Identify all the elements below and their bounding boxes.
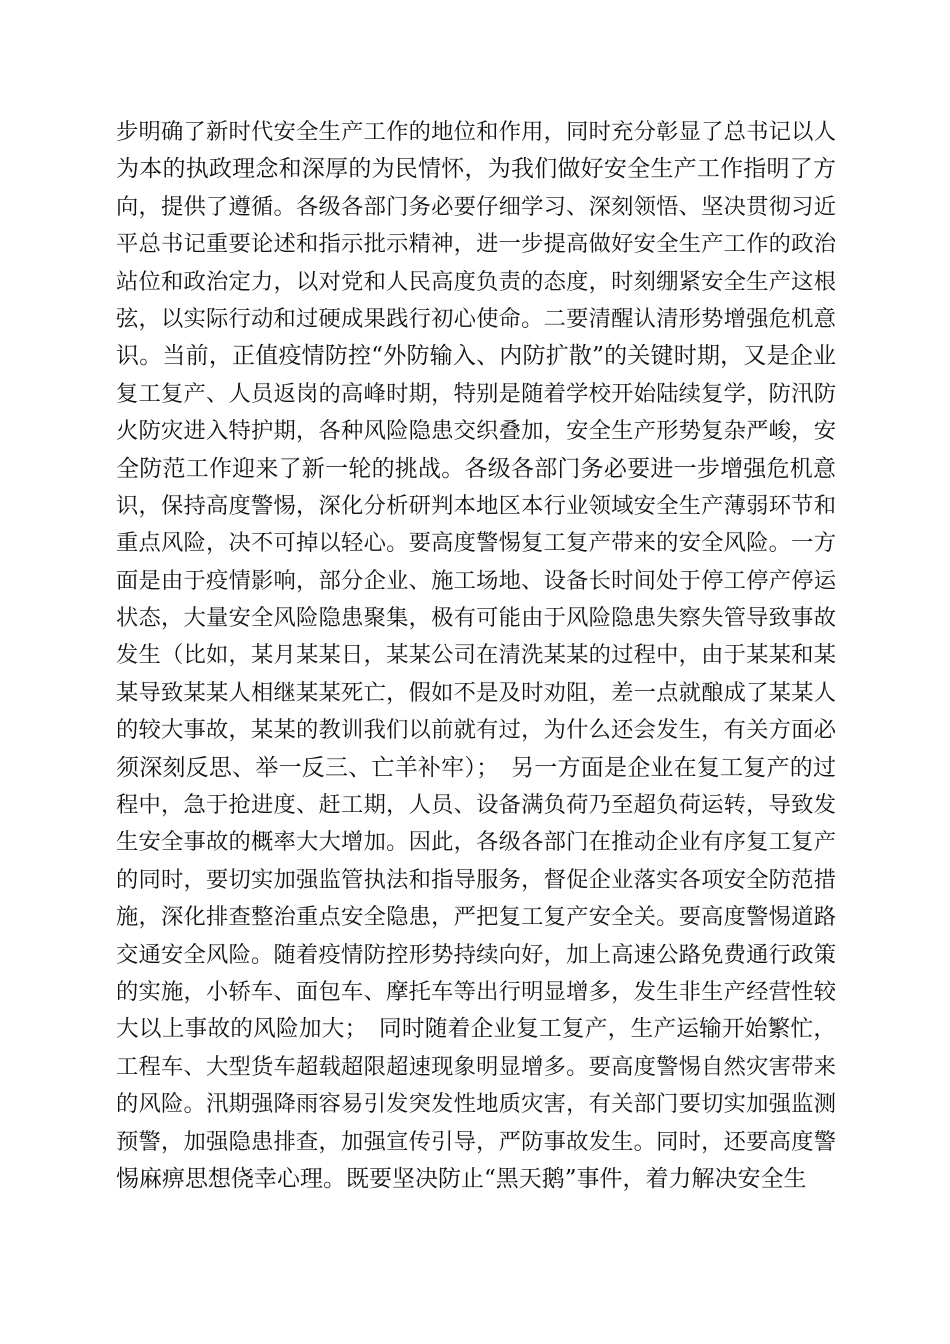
text-line: 的较大事故，某某的教训我们以前就有过，为什么还会发生，有关方面必 xyxy=(116,717,836,744)
text-line: 生安全事故的概率大大增加。因此，各级各部门在推动企业有序复工复产 xyxy=(116,829,836,856)
text-line: 步明确了新时代安全生产工作的地位和作用，同时充分彰显了总书记以人 xyxy=(116,119,836,145)
text-line: 重点风险，决不可掉以轻心。要高度警惕复工复产带来的安全风险。一方 xyxy=(116,530,836,557)
text-line: 的风险。汛期强降雨容易引发突发性地质灾害，有关部门要切实加强监测 xyxy=(116,1091,836,1118)
text-line: 须深刻反思、举一反三、亡羊补牢）； 另一方面是企业在复工复产的过 xyxy=(116,754,836,781)
text-line: 的实施，小轿车、面包车、摩托车等出行明显增多，发生非生产经营性较 xyxy=(116,978,836,1005)
text-line: 识。当前，正值疫情防控“外防输入、内防扩散”的关键时期，又是企业 xyxy=(116,343,836,370)
text-line: 站位和政治定力，以对党和人民高度负责的态度，时刻绷紧安全生产这根 xyxy=(116,268,836,295)
text-line: 程中，急于抢进度、赶工期，人员、设备满负荷乃至超负荷运转，导致发 xyxy=(116,792,836,819)
text-line: 向，提供了遵循。各级各部门务必要仔细学习、深刻领悟、坚决贯彻习近 xyxy=(116,193,836,220)
body-paragraph xyxy=(116,114,836,1198)
text-line: 施，深化排查整治重点安全隐患，严把复工复产安全关。要高度警惕道路 xyxy=(116,904,836,931)
text-line: 识，保持高度警惕，深化分析研判本地区本行业领域安全生产薄弱环节和 xyxy=(116,492,836,519)
text-line: 工程车、大型货车超载超限超速现象明显增多。要高度警惕自然灾害带来 xyxy=(116,1053,836,1080)
text-line: 面是由于疫情影响，部分企业、施工场地、设备长时间处于停工停产停运 xyxy=(116,567,836,594)
text-line: 弦，以实际行动和过硬成果践行初心使命。二要清醒认清形势增强危机意 xyxy=(116,305,836,332)
text-line: 为本的执政理念和深厚的为民情怀，为我们做好安全生产工作指明了方 xyxy=(116,156,836,183)
text-line: 平总书记重要论述和指示批示精神，进一步提高做好安全生产工作的政治 xyxy=(116,231,836,258)
text-line: 交通安全风险。随着疫情防控形势持续向好，加上高速公路免费通行政策 xyxy=(116,941,836,968)
text-line: 某导致某某人相继某某死亡，假如不是及时劝阻，差一点就酿成了某某人 xyxy=(116,679,836,706)
text-line: 惕麻痹思想侥幸心理。既要坚决防止“黑天鹅”事件，着力解决安全生 xyxy=(116,1165,807,1192)
text-line: 火防灾进入特护期，各种风险隐患交织叠加，安全生产形势复杂严峻，安 xyxy=(116,418,836,445)
text-line: 复工复产、人员返岗的高峰时期，特别是随着学校开始陆续复学，防汛防 xyxy=(116,380,836,407)
text-line: 的同时，要切实加强监管执法和指导服务，督促企业落实各项安全防范措 xyxy=(116,866,836,893)
text-line: 状态，大量安全风险隐患聚集，极有可能由于风险隐患失察失管导致事故 xyxy=(116,605,836,632)
text-line: 大以上事故的风险加大； 同时随着企业复工复产，生产运输开始繁忙， xyxy=(116,1016,836,1043)
text-line: 发生（比如，某月某某日，某某公司在清洗某某的过程中，由于某某和某 xyxy=(116,642,836,669)
text-line: 预警，加强隐患排查，加强宣传引导，严防事故发生。同时，还要高度警 xyxy=(116,1128,836,1155)
text-line: 全防范工作迎来了新一轮的挑战。各级各部门务必要进一步增强危机意 xyxy=(116,455,836,482)
